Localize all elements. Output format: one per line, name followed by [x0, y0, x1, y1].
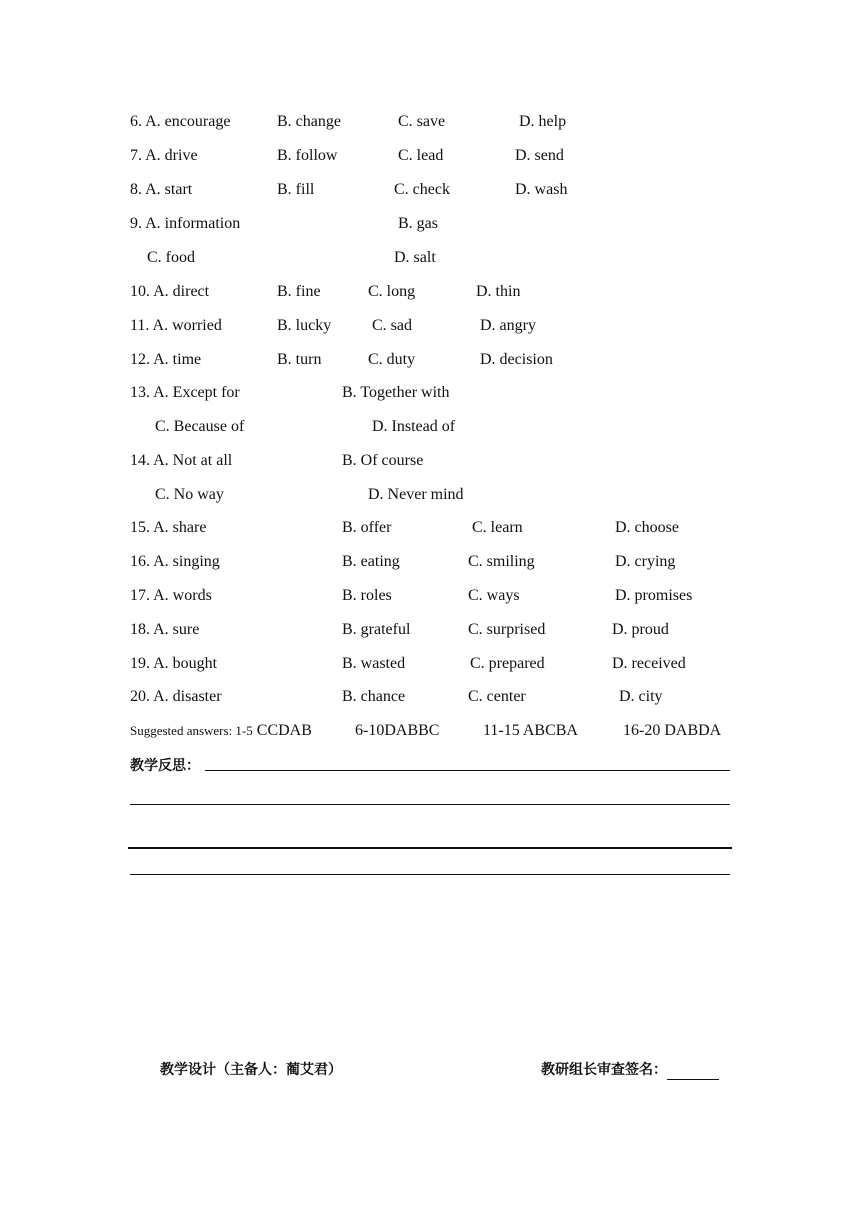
q14-option-a: 14. A. Not at all — [130, 452, 233, 469]
q10-option-d: D. thin — [476, 283, 521, 300]
review-label: 教研组长审查签名： — [541, 1062, 667, 1078]
q9-option-b: B. gas — [398, 215, 438, 232]
q16-option-b: B. eating — [342, 553, 400, 570]
q8-option-b: B. fill — [277, 181, 315, 198]
q11-option-b: B. lucky — [277, 317, 332, 334]
q19-option-a: 19. A. bought — [130, 655, 218, 672]
q8-option-a: 8. A. start — [130, 181, 193, 198]
q13-option-c: C. Because of — [155, 418, 245, 435]
q15-option-b: B. offer — [342, 519, 392, 536]
answers-group-2: 6-10DABBC — [355, 722, 440, 739]
q13-option-d: D. Instead of — [372, 418, 456, 435]
q11-option-d: D. angry — [480, 317, 536, 334]
q14-option-d: D. Never mind — [368, 486, 464, 503]
q14-option-b: B. Of course — [342, 452, 424, 469]
reflection-line-3 — [128, 847, 732, 849]
q20-option-a: 20. A. disaster — [130, 688, 222, 705]
q12-option-d: D. decision — [480, 351, 553, 368]
q11-option-c: C. sad — [372, 317, 412, 334]
q17-option-b: B. roles — [342, 587, 392, 604]
reflection-line-4 — [130, 874, 730, 875]
q13-option-a: 13. A. Except for — [130, 384, 240, 401]
q17-option-a: 17. A. words — [130, 587, 212, 604]
answers-line — [130, 721, 312, 741]
answers-group-1: CCDAB — [256, 722, 312, 739]
q18-option-c: C. surprised — [468, 621, 546, 638]
q16-option-d: D. crying — [615, 553, 676, 570]
q16-option-a: 16. A. singing — [130, 553, 220, 570]
q17-option-d: D. promises — [615, 587, 693, 604]
review-signature — [541, 1060, 719, 1080]
q6-option-c: C. save — [398, 113, 446, 130]
q6-option-b: B. change — [277, 113, 341, 130]
q15-option-a: 15. A. share — [130, 519, 207, 536]
q18-option-d: D. proud — [612, 621, 669, 638]
q9-option-d: D. salt — [394, 249, 436, 266]
q15-option-d: D. choose — [615, 519, 679, 536]
reflection-line-1 — [205, 770, 730, 771]
answers-label: Suggested answers: 1-5 — [130, 723, 253, 738]
q19-option-b: B. wasted — [342, 655, 406, 672]
signature-line — [667, 1065, 719, 1080]
q20-option-b: B. chance — [342, 688, 406, 705]
q17-option-c: C. ways — [468, 587, 520, 604]
q18-option-b: B. grateful — [342, 621, 411, 638]
q10-option-a: 10. A. direct — [130, 283, 210, 300]
q7-option-d: D. send — [515, 147, 564, 164]
reflection-line-2 — [130, 804, 730, 805]
q10-option-c: C. long — [368, 283, 416, 300]
q10-option-b: B. fine — [277, 283, 321, 300]
q11-option-a: 11. A. worried — [130, 317, 222, 334]
q7-option-c: C. lead — [398, 147, 444, 164]
q14-option-c: C. No way — [155, 486, 224, 503]
q9-option-a: 9. A. information — [130, 215, 241, 232]
q7-option-b: B. follow — [277, 147, 338, 164]
q20-option-c: C. center — [468, 688, 526, 705]
q13-option-b: B. Together with — [342, 384, 450, 401]
reflection-label: 教学反思： — [130, 758, 200, 774]
q6-option-a: 6. A. encourage — [130, 113, 231, 130]
q12-option-a: 12. A. time — [130, 351, 202, 368]
q9-option-c: C. food — [147, 249, 195, 266]
q16-option-c: C. smiling — [468, 553, 535, 570]
q12-option-b: B. turn — [277, 351, 322, 368]
q15-option-c: C. learn — [472, 519, 523, 536]
answers-group-3: 11-15 ABCBA — [483, 722, 578, 739]
q7-option-a: 7. A. drive — [130, 147, 198, 164]
q18-option-a: 18. A. sure — [130, 621, 200, 638]
q12-option-c: C. duty — [368, 351, 416, 368]
designer-label: 教学设计（主备人：蔺艾君） — [160, 1062, 342, 1078]
q19-option-c: C. prepared — [470, 655, 545, 672]
q6-option-d: D. help — [519, 113, 567, 130]
q20-option-d: D. city — [619, 688, 663, 705]
q8-option-d: D. wash — [515, 181, 568, 198]
q8-option-c: C. check — [394, 181, 450, 198]
q19-option-d: D. received — [612, 655, 686, 672]
answers-group-4: 16-20 DABDA — [623, 722, 722, 739]
